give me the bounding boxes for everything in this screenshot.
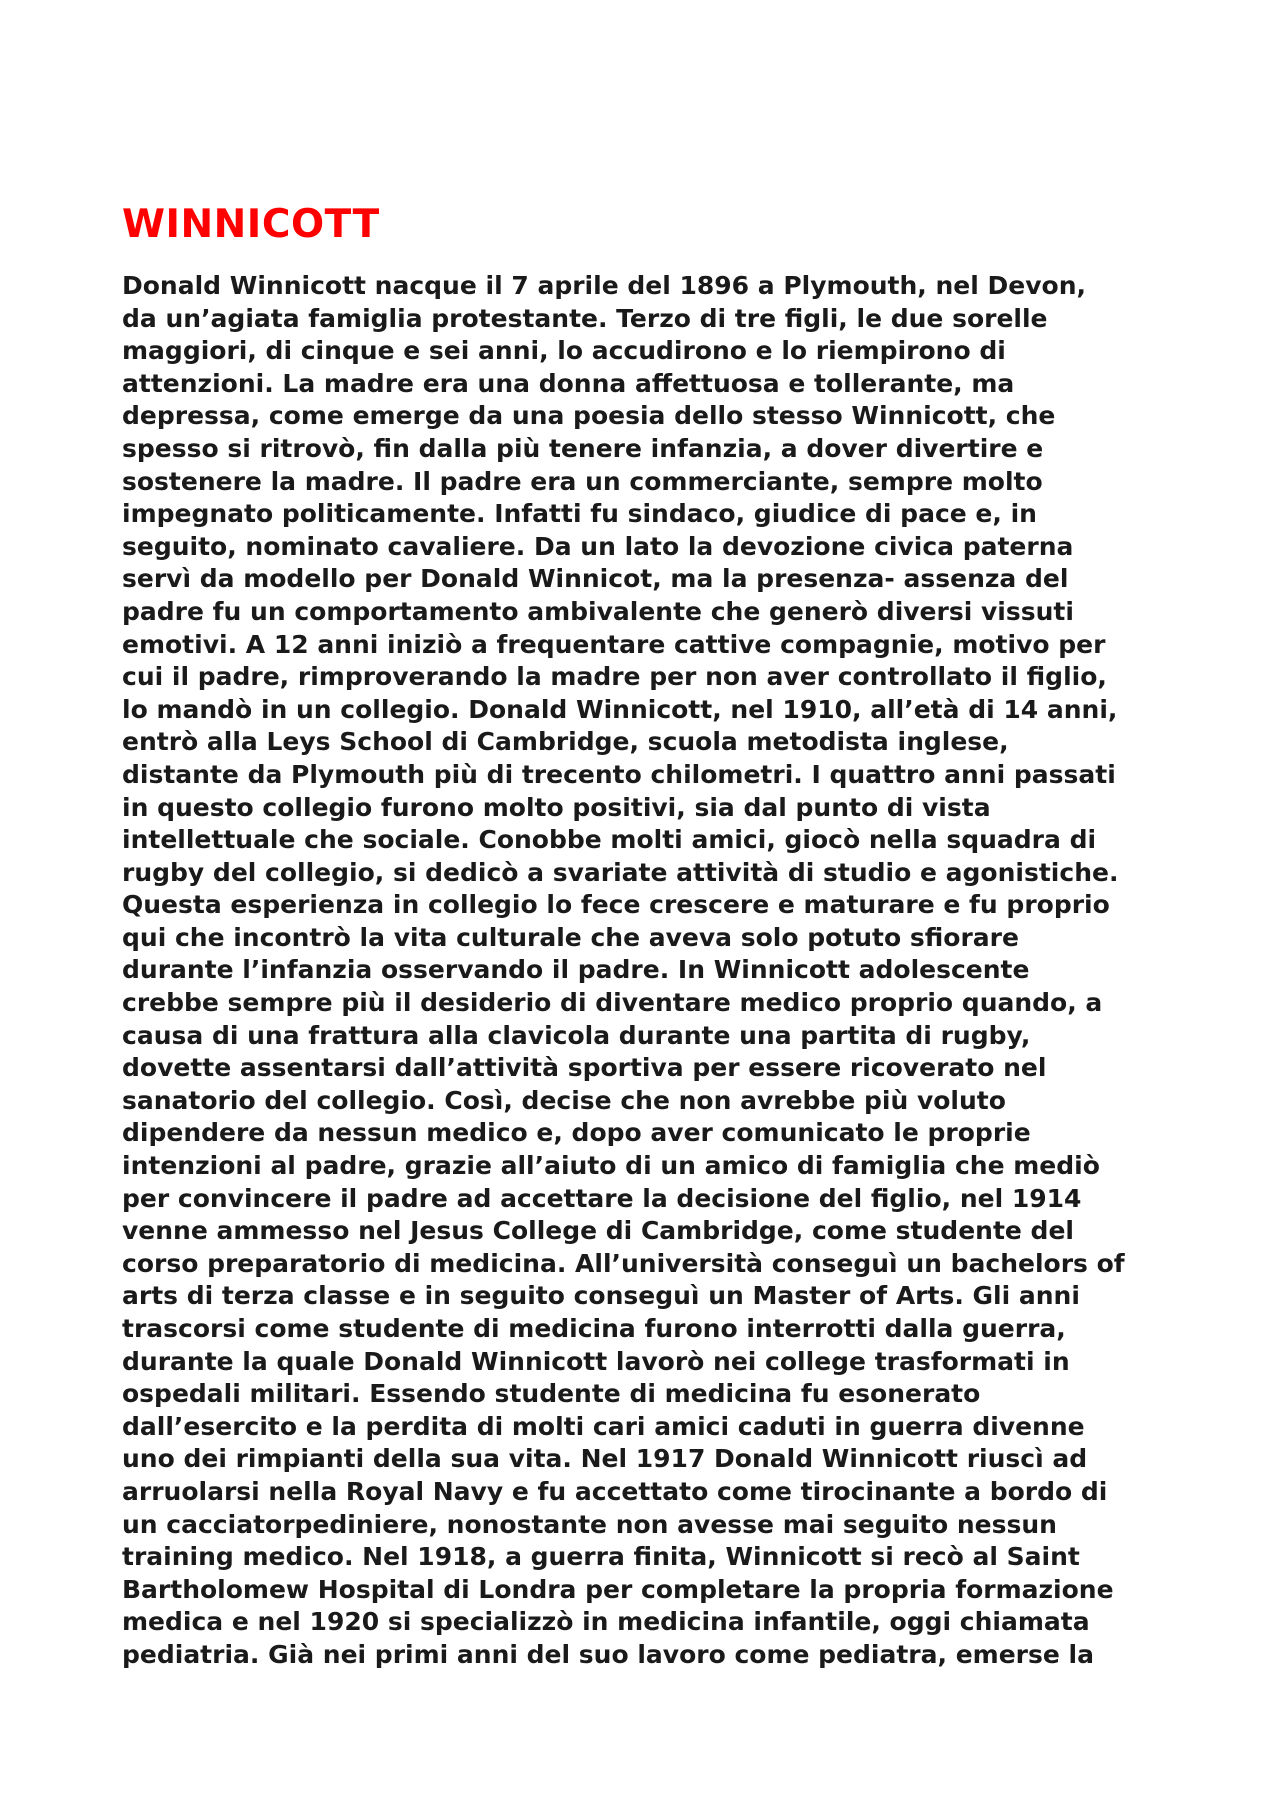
text-line: Donald Winnicott nacque il 7 aprile del 1896 a Plymouth, nel Devon, xyxy=(122,271,1086,300)
text-line: sostenere la madre. Il padre era un commerciante, sempre molto xyxy=(122,466,1043,496)
text-line: in questo collegio furono molto positivi, sia dal punto di vista xyxy=(122,792,991,822)
text-line: training medico. Nel 1918, a guerra finita, Winnicott si recò al Saint xyxy=(122,1542,1080,1572)
text-line: attenzioni. La madre era una donna affettuosa e tollerante, ma xyxy=(122,368,1015,398)
text-line: uno dei rimpianti della sua vita. Nel 1917 Donald Winnicott riuscì ad xyxy=(122,1444,1088,1474)
text-line: un cacciatorpediniere, nonostante non avesse mai seguito nessun xyxy=(122,1509,1057,1539)
text-line: spesso si ritrovò, fin dalla più tenere infanzia, a dover divertire e xyxy=(122,433,1044,463)
text-line: crebbe sempre più il desiderio di diventare medico proprio quando, a xyxy=(122,988,1103,1018)
text-line: qui che incontrò la vita culturale che aveva solo potuto sfiorare xyxy=(122,922,1019,952)
document-title: WINNICOTT xyxy=(122,202,380,247)
text-line: corso preparatorio di medicina. All’università conseguì un bachelors of xyxy=(122,1248,1125,1278)
text-line: dipendere da nessun medico e, dopo aver comunicato le proprie xyxy=(122,1118,1031,1148)
text-line: padre fu un comportamento ambivalente che generò diversi vissuti xyxy=(122,596,1074,626)
text-line: arruolarsi nella Royal Navy e fu accettato come tirocinante a bordo di xyxy=(122,1476,1108,1506)
text-line: dall’esercito e la perdita di molti cari amici caduti in guerra divenne xyxy=(122,1411,1085,1441)
text-line: causa di una frattura alla clavicola durante una partita di rugby, xyxy=(122,1020,1031,1050)
text-line: trascorsi come studente di medicina furono interrotti dalla guerra, xyxy=(122,1314,1066,1343)
text-line: dovette assentarsi dall’attività sportiva per essere ricoverato nel xyxy=(122,1053,1047,1083)
text-line: cui il padre, rimproverando la madre per non aver controllato il figlio, xyxy=(122,662,1107,692)
text-line: rugby del collegio, si dedicò a svariate attività di studio e agonistiche. xyxy=(122,857,1119,887)
text-line: maggiori, di cinque e sei anni, lo accudirono e lo riempirono di xyxy=(122,336,1006,366)
text-line: medica e nel 1920 si specializzò in medicina infantile, oggi chiamata xyxy=(122,1607,1090,1637)
text-line: intellettuale che sociale. Conobbe molti amici, giocò nella squadra di xyxy=(122,825,1097,855)
text-line: seguito, nominato cavaliere. Da un lato la devozione civica paterna xyxy=(122,531,1074,561)
text-line: durante l’infanzia osservando il padre. In Winnicott adolescente xyxy=(122,955,1030,985)
text-line: intenzioni al padre, grazie all’aiuto di un amico di famiglia che mediò xyxy=(122,1151,1100,1181)
text-line: Questa esperienza in collegio lo fece crescere e maturare e fu proprio xyxy=(122,890,1110,920)
text-line: entrò alla Leys School di Cambridge, scuola metodista inglese, xyxy=(122,727,1009,757)
text-line: Bartholomew Hospital di Londra per completare la propria formazione xyxy=(122,1574,1114,1604)
text-line: per convincere il padre ad accettare la decisione del figlio, nel 1914 xyxy=(122,1183,1082,1213)
text-line: lo mandò in un collegio. Donald Winnicott, nel 1910, all’età di 14 anni, xyxy=(122,694,1118,724)
text-line: depressa, come emerge da una poesia dello stesso Winnicott, che xyxy=(122,401,1056,431)
body-paragraph xyxy=(122,270,1182,1672)
text-line: arts di terza classe e in seguito conseguì un Master of Arts. Gli anni xyxy=(122,1281,1080,1311)
text-line: durante la quale Donald Winnicott lavorò nei college trasformati in xyxy=(122,1346,1070,1376)
text-line: distante da Plymouth più di trecento chilometri. I quattro anni passati xyxy=(122,759,1116,789)
text-line: da un’agiata famiglia protestante. Terzo di tre figli, le due sorelle xyxy=(122,303,1048,333)
text-line: pediatria. Già nei primi anni del suo lavoro come pediatra, emerse la xyxy=(122,1639,1094,1669)
text-line: servì da modello per Donald Winnicot, ma la presenza- assenza del xyxy=(122,564,1069,594)
text-line: sanatorio del collegio. Così, decise che non avrebbe più voluto xyxy=(122,1085,1006,1115)
text-line: venne ammesso nel Jesus College di Cambridge, come studente del xyxy=(122,1216,1074,1246)
text-line: ospedali militari. Essendo studente di medicina fu esonerato xyxy=(122,1379,981,1409)
text-line: impegnato politicamente. Infatti fu sindaco, giudice di pace e, in xyxy=(122,499,1037,529)
text-line: emotivi. A 12 anni iniziò a frequentare cattive compagnie, motivo per xyxy=(122,629,1106,659)
